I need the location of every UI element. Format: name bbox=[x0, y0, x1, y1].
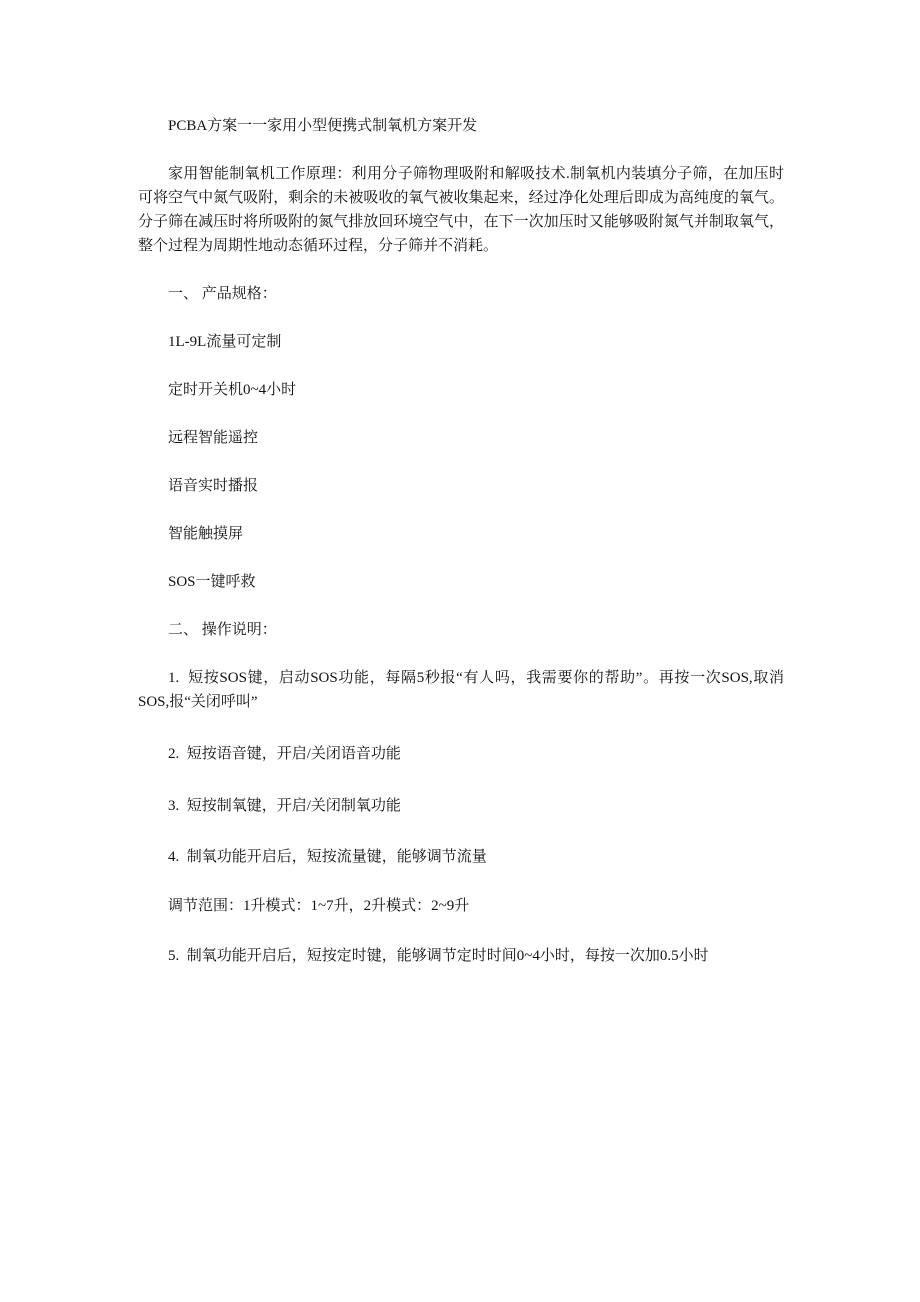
operation-step: 4. 制氧功能开启后，短按流量键，能够调节流量 bbox=[168, 849, 487, 865]
flow-range-note: 调节范围：1升模式：1~7升，2升模式：2~9升 bbox=[168, 898, 470, 914]
document-title: PCBA方案一一家用小型便携式制氧机方案开发 bbox=[168, 118, 478, 134]
spec-item: 远程智能遥控 bbox=[168, 430, 259, 446]
spec-item: SOS一键呼救 bbox=[168, 574, 256, 590]
operation-step: 2. 短按语音键，开启/关闭语音功能 bbox=[168, 746, 401, 762]
section-heading-operation: 二、 操作说明： bbox=[168, 622, 277, 638]
operation-step: 3. 短按制氧键，开启/关闭制氧功能 bbox=[168, 798, 401, 814]
spec-item: 智能触摸屏 bbox=[168, 526, 244, 542]
spec-item: 语音实时播报 bbox=[168, 478, 259, 494]
section-heading-specs: 一、 产品规格： bbox=[168, 286, 277, 302]
spec-item: 1L-9L流量可定制 bbox=[168, 334, 282, 350]
operation-step: 5. 制氧功能开启后，短按定时键，能够调节定时时间0~4小时，每按一次加0.5小时 bbox=[168, 948, 709, 964]
operation-step: 1. 短按SOS键，启动SOS功能，每隔5秒报“有人吗，我需要你的帮助”。再按一次SOS,取消SOS,报“关闭呼叫” bbox=[138, 670, 784, 710]
spec-item: 定时开关机0~4小时 bbox=[168, 382, 297, 398]
intro-paragraph: 家用智能制氧机工作原理：利用分子筛物理吸附和解吸技术.制氧机内装填分子筛，在加压时可将空气中氮气吸附，剩余的未被吸收的氧气被收集起来，经过净化处理后即成为高纯度的氧气。分子筛在减压时将所吸附的氮气排放回环境空气中，在下一次加压时又能够吸附氮气并制取氧气，整个过程为周期性地动态循环过程，分子筛并不消耗。 bbox=[138, 166, 784, 254]
